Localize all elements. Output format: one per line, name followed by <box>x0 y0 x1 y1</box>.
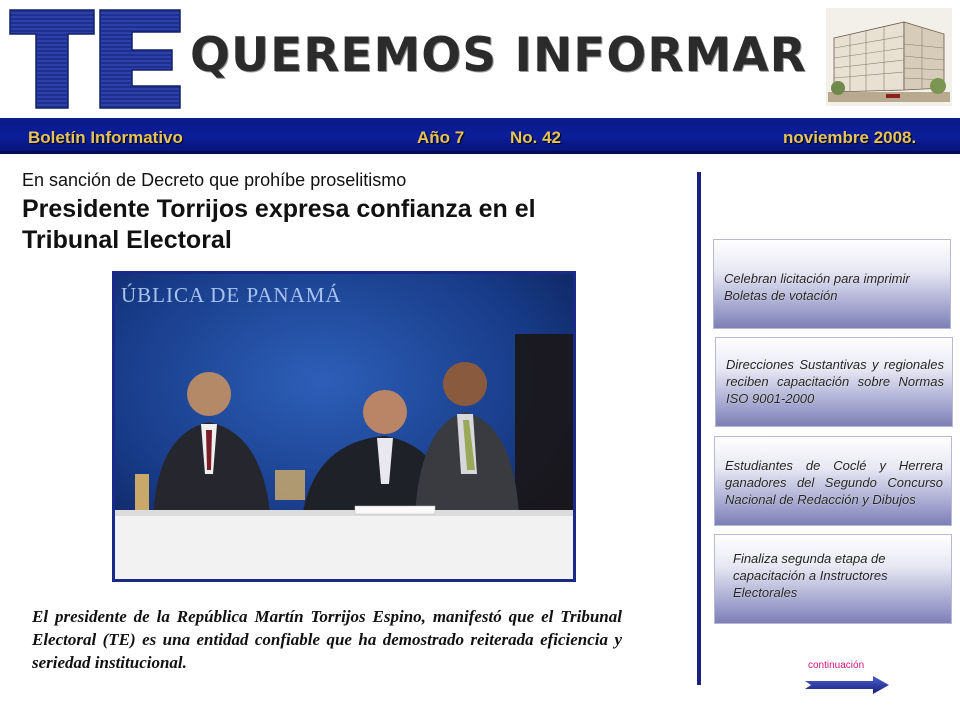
photo-banner-text: ÚBLICA DE PANAMÁ <box>121 283 342 307</box>
article-headline: Presidente Torrijos expresa confianza en el Tribunal Electoral <box>22 195 536 254</box>
sidebar-item-iso[interactable] <box>715 337 953 427</box>
continue-label[interactable]: continuación <box>808 660 865 671</box>
sidebar-item-text: Direcciones Sustantivas y regionales reciben capacitación sobre Normas ISO 9001-2000 <box>726 357 944 406</box>
issue-number: No. 42 <box>510 128 562 147</box>
year-label: Año 7 <box>417 128 465 147</box>
column-divider <box>697 172 701 685</box>
sidebar-item-licitacion[interactable] <box>713 239 951 329</box>
building-illustration <box>826 8 952 106</box>
sidebar-item-text: Estudiantes de Coclé y Herrera ganadores del Segundo Concurso Nacional de Redacción y Dibujos <box>725 458 943 507</box>
bulletin-label: Boletín Informativo <box>28 128 183 147</box>
logo-text: TE <box>96 66 98 67</box>
info-bar <box>0 118 960 154</box>
issue-date: noviembre 2008. <box>783 128 917 147</box>
sidebar-item-text: Finaliza segunda etapa de capacitación a Instructores Electorales <box>733 551 888 600</box>
masthead <box>0 0 960 118</box>
arrow-right-icon[interactable] <box>803 675 891 695</box>
te-logo <box>8 6 184 112</box>
article-lead: El presidente de la República Martín Torrijos Espino, manifestó que el Tribunal Electoral (TE) es una entidad confiable que ha demostrado reiterada eficiencia y seriedad institucional. <box>32 607 622 672</box>
sidebar-item-concurso[interactable] <box>714 436 952 526</box>
article-photo <box>112 271 576 582</box>
newsletter-title: QUEREMOS INFORMAR <box>190 28 807 83</box>
sidebar-item-instructores[interactable] <box>714 534 952 624</box>
sidebar-item-text: Celebran licitación para imprimir Boletas de votación <box>724 271 910 303</box>
article-kicker: En sanción de Decreto que prohíbe proselitismo <box>22 170 407 190</box>
